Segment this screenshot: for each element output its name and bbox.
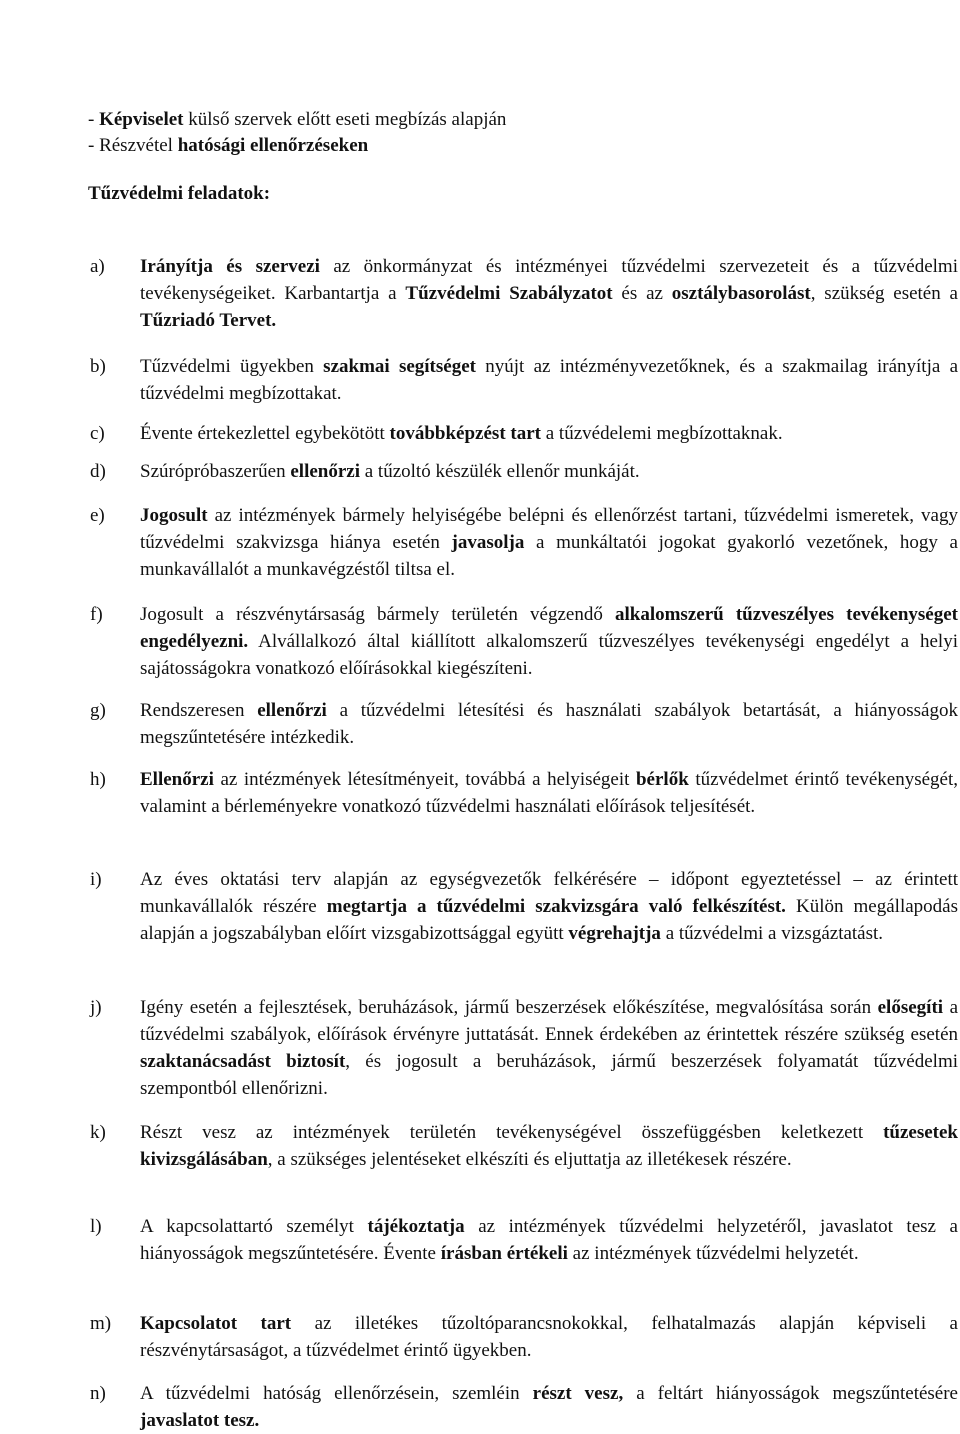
bold-text: végrehajtja <box>568 923 661 944</box>
text-run: Alvállalkozó által kiállított alkalomszerű tűzveszélyes tevékenységi engedélyt a helyi sajátosságokra vonatkozó előírásokkal kiegészíteni. <box>140 631 958 679</box>
list-marker: n) <box>90 1383 106 1404</box>
list-item-d <box>90 458 958 485</box>
text-run: Az éves oktatási terv alapján az egységvezetők felkérésére – időpont egyeztetéssel – az érintett munkavállalók részére <box>140 869 958 917</box>
bold-text: szaktanácsadást biztosít <box>140 1051 346 1072</box>
text-run: az intézmények bármely helyiségébe belépni és ellenőrzést tartani, tűzvédelmi ismeretek, vagy tűzvédelmi szakvizsga hiánya esetén <box>140 505 958 553</box>
text-run: a tűzvédelmi szabályok, előírások érvényre juttatását. Ennek érdekében az érintettek részére szükség esetén <box>140 997 958 1045</box>
list-item-text <box>140 420 958 447</box>
text-run: - <box>88 109 100 130</box>
text-run: A kapcsolattartó személyt <box>140 1216 368 1237</box>
list-marker: a) <box>90 256 105 277</box>
bold-text: részt vesz, <box>532 1383 624 1404</box>
bold-text: Ellenőrzi <box>140 769 214 790</box>
list-marker: f) <box>90 604 103 625</box>
text-run: a tűzoltó készülék ellenőr munkáját. <box>360 461 640 482</box>
list-item-n <box>90 1380 958 1434</box>
text-run: Rendszeresen <box>140 700 258 721</box>
intro-line-2 <box>88 134 368 158</box>
text-run: Tűzvédelmi ügyekben <box>140 356 324 377</box>
list-item-text <box>140 601 958 682</box>
text-run: külső szervek előtt eseti megbízás alapján <box>183 109 507 130</box>
list-item-j <box>90 994 958 1102</box>
text-run: a tűzvédelmi létesítési és használati szabályok betartását, a hiányosságok megszűntetésére intézkedik. <box>140 700 958 748</box>
bold-text: ellenőrzi <box>290 461 360 482</box>
list-item-text <box>140 766 958 820</box>
list-item-text <box>140 994 958 1102</box>
bold-text: Tűzriadó Tervet. <box>140 310 277 331</box>
intro-line-1 <box>88 108 506 132</box>
list-marker: c) <box>90 423 105 444</box>
text-run: , szükség esetén a <box>810 283 958 304</box>
text-run: a tűzvédelmi a vizsgáztatást. <box>660 923 884 944</box>
text-run: - Részvétel <box>88 135 178 156</box>
list-marker: e) <box>90 505 105 526</box>
list-marker: h) <box>90 769 106 790</box>
list-item-a <box>90 253 958 334</box>
list-marker: g) <box>90 700 106 721</box>
list-item-text <box>140 253 958 334</box>
bold-text: Tűzvédelmi Szabályzatot <box>405 283 613 304</box>
list-item-text <box>140 1380 958 1434</box>
list-marker: k) <box>90 1122 106 1143</box>
bold-text: megtartja a tűzvédelmi szakvizsgára való felkészítést. <box>326 896 786 917</box>
bold-text: bérlők <box>635 769 689 790</box>
bold-text: osztálybasorolást <box>671 283 811 304</box>
bold-text: hatósági ellenőrzéseken <box>177 135 369 156</box>
list-item-text <box>140 697 958 751</box>
list-item-l <box>90 1213 958 1267</box>
text-run: a feltárt hiányosságok megszűntetésére <box>623 1383 958 1404</box>
list-item-c <box>90 420 958 447</box>
list-item-k <box>90 1119 958 1173</box>
list-item-f <box>90 601 958 682</box>
bold-text: tájékoztatja <box>367 1216 465 1237</box>
bold-text: javaslatot tesz. <box>140 1410 260 1431</box>
list-item-text <box>140 353 958 407</box>
list-item-text <box>140 1213 958 1267</box>
text-run: a tűzvédelemi megbízottaknak. <box>540 423 783 444</box>
text-run: az intézmények tűzvédelmi helyzetét. <box>567 1243 859 1264</box>
text-run: a munkáltatói jogokat gyakorló vezetőnek, hogy a munkavállalót a munkavégzéstől tiltsa el. <box>140 532 958 580</box>
list-marker: d) <box>90 461 106 482</box>
list-item-m <box>90 1310 958 1364</box>
text-run: Jogosult a részvénytársaság bármely területén végzendő <box>140 604 615 625</box>
list-marker: b) <box>90 356 106 377</box>
text-run: tűzvédelmet érintő tevékenységét, valamint a bérleményekre vonatkozó tűzvédelmi használati előírások teljesítését. <box>140 769 958 817</box>
text-run: nyújt az intézményvezetőknek, és a szakmailag irányítja a tűzvédelmi megbízottakat. <box>140 356 958 404</box>
bold-text: Képviselet <box>99 109 184 130</box>
text-run: és az <box>612 283 672 304</box>
text-run: , és jogosult a beruházások, jármű beszerzések folyamatát tűzvédelmi szempontból ellenőrizni. <box>140 1051 958 1099</box>
text-run: Külön megállapodás alapján a jogszabályban előírt vizsgabizottsággal együtt <box>140 896 958 944</box>
list-item-g <box>90 697 958 751</box>
bold-text: továbbképzést tart <box>389 423 541 444</box>
text-run: Évente értekezlettel egybekötött <box>140 423 390 444</box>
text-run: az illetékes tűzoltóparancsnokokkal, felhatalmazás alapján képviseli a részvénytársaságot, a tűzvédelmet érintő ügyekben. <box>140 1313 958 1361</box>
text-run: Részt vesz az intézmények területén tevékenységével összefüggésben keletkezett <box>140 1122 884 1143</box>
bold-text: szakmai segítséget <box>323 356 476 377</box>
bold-text: Kapcsolatot tart <box>140 1313 292 1334</box>
list-marker: j) <box>90 997 102 1018</box>
bold-text: Jogosult <box>140 505 208 526</box>
bold-text: ellenőrzi <box>257 700 327 721</box>
bold-text: Irányítja és szervezi <box>140 256 320 277</box>
bold-text: elősegíti <box>877 997 944 1018</box>
list-item-text <box>140 502 958 583</box>
bold-text: tűzesetek kivizsgálásában <box>140 1122 958 1170</box>
text-run: Szúrópróbaszerűen <box>140 461 291 482</box>
text-run: az intézmények létesítményeit, továbbá a helyiségeit <box>213 769 636 790</box>
list-item-i <box>90 866 958 947</box>
text-run: Igény esetén a fejlesztések, beruházások, jármű beszerzések előkészítése, megvalósítása során <box>140 997 878 1018</box>
text-run: , a szükséges jelentéseket elkészíti és eljuttatja az illetékesek részére. <box>267 1149 792 1170</box>
list-item-text <box>140 1119 958 1173</box>
list-item-text <box>140 866 958 947</box>
list-item-text <box>140 458 958 485</box>
bold-text: írásban értékeli <box>440 1243 568 1264</box>
list-marker: m) <box>90 1313 112 1334</box>
text-run: az önkormányzat és intézményei tűzvédelmi szervezeteit és a tűzvédelmi tevékenységeiket. Karbantartja a <box>140 256 958 304</box>
list-item-b <box>90 353 958 407</box>
list-marker: i) <box>90 869 102 890</box>
section-heading: Tűzvédelmi feladatok: <box>88 183 271 204</box>
bold-text: javasolja <box>451 532 525 553</box>
list-item-e <box>90 502 958 583</box>
text-run: A tűzvédelmi hatóság ellenőrzésein, szemléin <box>140 1383 533 1404</box>
list-item-h <box>90 766 958 820</box>
bold-text: alkalomszerű tűzveszélyes tevékenységet engedélyezni. <box>140 604 958 652</box>
list-marker: l) <box>90 1216 102 1237</box>
list-item-text <box>140 1310 958 1364</box>
text-run: az intézmények tűzvédelmi helyzetéről, javaslatot tesz a hiányosságok megszűntetésére. Évente <box>140 1216 958 1264</box>
